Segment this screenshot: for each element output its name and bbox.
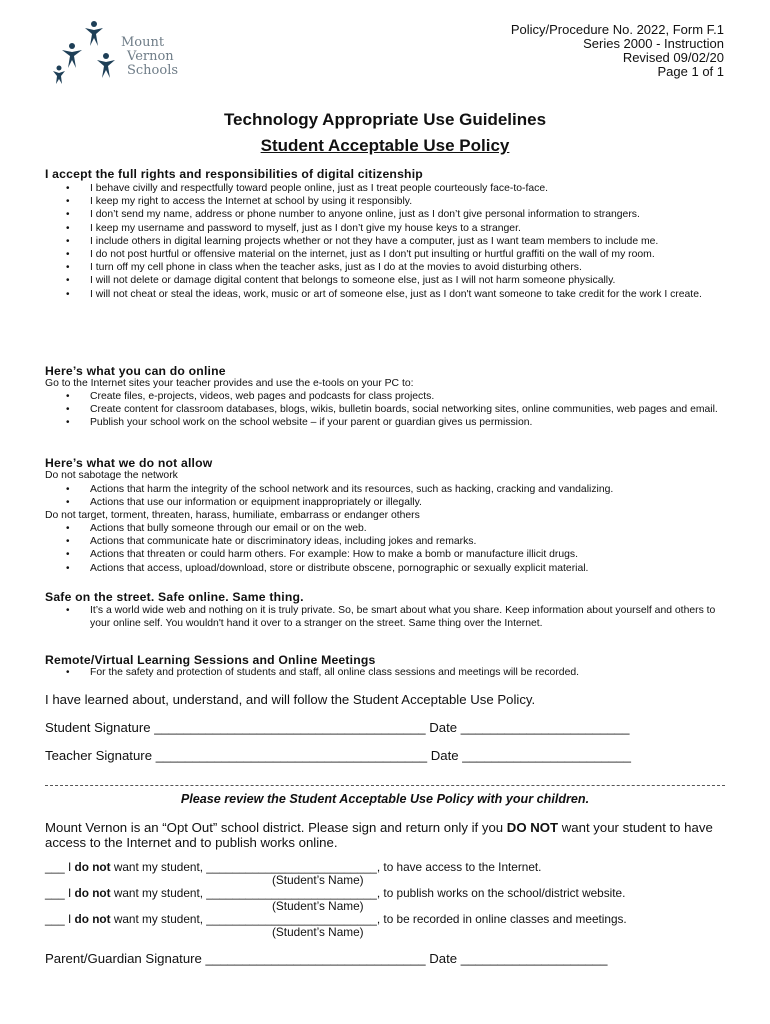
student-signature-line[interactable]: Student Signature _____________________________________ Date _______________________ <box>45 720 630 735</box>
policy-revised: Revised 09/02/20 <box>622 50 724 65</box>
not-allow-heading: Here’s what we do not allow <box>45 456 213 470</box>
rights-heading: I accept the full rights and responsibilities of digital citizenship <box>45 167 423 181</box>
logo-wordmark <box>121 36 178 78</box>
policy-reference <box>511 23 724 79</box>
student-name-caption: (Student’s Name) <box>272 925 364 939</box>
list-item: • For the safety and protection of students and staff, all online class sessions and meetings will be recorded. <box>62 667 727 680</box>
not-allow-network-list <box>62 484 727 510</box>
checkbox-blank: ___ I <box>45 886 75 900</box>
list-item: • I don’t send my name, address or phone number to anyone online, just as I don’t give personal information to strangers. <box>62 209 727 222</box>
review-note: Please review the Student Acceptable Use Policy with your children. <box>180 792 590 806</box>
opt-out-text: Mount Vernon is an “Opt Out” school district. Please sign and return only if you <box>45 820 507 835</box>
list-item: • It’s a world wide web and nothing on it is truly private. So, be smart about what you share. Keep information about yourself and others to your online self. You wouldn't hand it over to a stranger on the street. Same thing over the Internet. <box>62 605 727 631</box>
list-item: • I turn off my cell phone in class when the teacher asks, just as I do at the movies to avoid disturbing others. <box>62 262 727 275</box>
not-allow-others-list <box>62 523 727 576</box>
can-do-list <box>62 391 727 431</box>
opt-out-statement <box>45 820 725 850</box>
do-not-text: do not <box>74 886 111 900</box>
document-subtitle: Student Acceptable Use Policy <box>260 136 510 155</box>
do-not-text: do not <box>74 912 111 926</box>
list-item: • I do not post hurtful or offensive material on the internet, just as I don't put insulting or hurtful graffiti on the wall of my room. <box>62 249 727 262</box>
list-item: • Create content for classroom databases, blogs, wikis, bulletin boards, social networking sites, online communities, web pages and email. <box>62 404 727 417</box>
list-item: • Actions that use our information or equipment inappropriately or illegally. <box>62 497 727 510</box>
acknowledgement-statement: I have learned about, understand, and will follow the Student Acceptable Use Policy. <box>45 692 536 707</box>
list-item: • I keep my username and password to myself, just as I don’t give my house keys to a stranger. <box>62 223 727 236</box>
remote-heading: Remote/Virtual Learning Sessions and Online Meetings <box>45 653 376 667</box>
safe-list <box>62 605 727 631</box>
opt-row-text: want my student, __________________________, to publish works on the school/district website. <box>110 886 626 900</box>
list-item: • I behave civilly and respectfully toward people online, just as I treat people courteously face-to-face. <box>62 183 727 196</box>
list-item: • I will not delete or damage digital content that belongs to someone else, just as I will not harm someone physically. <box>62 275 727 288</box>
policy-number: Policy/Procedure No. 2022, Form F.1 <box>510 22 724 37</box>
opt-out-publish-row[interactable] <box>45 886 625 900</box>
list-item: • Actions that communicate hate or discriminatory ideas, including jokes and remarks. <box>62 536 727 549</box>
list-item: • Actions that bully someone through our email or on the web. <box>62 523 727 536</box>
logo-line: Schools <box>127 63 179 78</box>
list-item: • Actions that harm the integrity of the school network and its resources, such as hacking, cracking and vandalizing. <box>62 484 727 497</box>
document-title: Technology Appropriate Use Guidelines <box>223 110 547 129</box>
cut-line-divider <box>45 785 725 786</box>
checkbox-blank: ___ I <box>45 860 75 874</box>
list-item: • I keep my right to access the Internet at school by using it responsibly. <box>62 196 727 209</box>
list-item: • I include others in digital learning projects whether or not they have a computer, just as I want team members to include me. <box>62 236 727 249</box>
list-item: • I will not cheat or steal the ideas, work, music or art of someone else, just as I don't want someone to take credit for the work I create. <box>62 289 727 302</box>
opt-out-emphasis: DO NOT <box>506 820 559 835</box>
do-not-text: do not <box>74 860 111 874</box>
not-allow-intro-others: Do not target, torment, threaten, harass, humiliate, embarrass or endanger others <box>45 510 420 521</box>
opt-row-text: want my student, __________________________, to have access to the Internet. <box>110 860 542 874</box>
safe-heading: Safe on the street. Safe online. Same thing. <box>45 590 304 604</box>
list-item: • Actions that threaten or could harm others. For example: How to make a bomb or manufacture illicit drugs. <box>62 549 727 562</box>
list-item: • Publish your school work on the school website – if your parent or guardian gives us permission. <box>62 417 727 430</box>
remote-list <box>62 667 727 680</box>
checkbox-blank: ___ I <box>45 912 75 926</box>
rights-list <box>62 183 727 302</box>
can-do-intro: Go to the Internet sites your teacher provides and use the e-tools on your PC to: <box>45 378 414 389</box>
student-name-caption: (Student’s Name) <box>272 899 364 913</box>
policy-page: Page 1 of 1 <box>657 64 724 79</box>
policy-series: Series 2000 - Instruction <box>583 36 724 51</box>
opt-row-text: want my student, __________________________, to be recorded in online classes and meetings. <box>110 912 627 926</box>
opt-out-text-end: want your student to have access to the Internet and to publish works online. <box>45 820 713 850</box>
opt-out-internet-row[interactable] <box>45 860 541 874</box>
can-do-heading: Here’s what you can do online <box>45 364 226 378</box>
list-item: • Create files, e-projects, videos, web pages and podcasts for class projects. <box>62 391 727 404</box>
list-item: • Actions that access, upload/download, store or distribute obscene, pornographic or sexually explicit material. <box>62 563 727 576</box>
logo-line: Mount <box>121 35 165 50</box>
not-allow-intro-network: Do not sabotage the network <box>45 470 178 481</box>
teacher-signature-line[interactable]: Teacher Signature _____________________________________ Date _______________________ <box>45 748 631 763</box>
student-name-caption: (Student’s Name) <box>272 873 364 887</box>
opt-out-recording-row[interactable] <box>45 912 627 926</box>
logo-line: Vernon <box>127 49 174 64</box>
parent-signature-line[interactable]: Parent/Guardian Signature ______________________________ Date ____________________ <box>45 951 608 966</box>
